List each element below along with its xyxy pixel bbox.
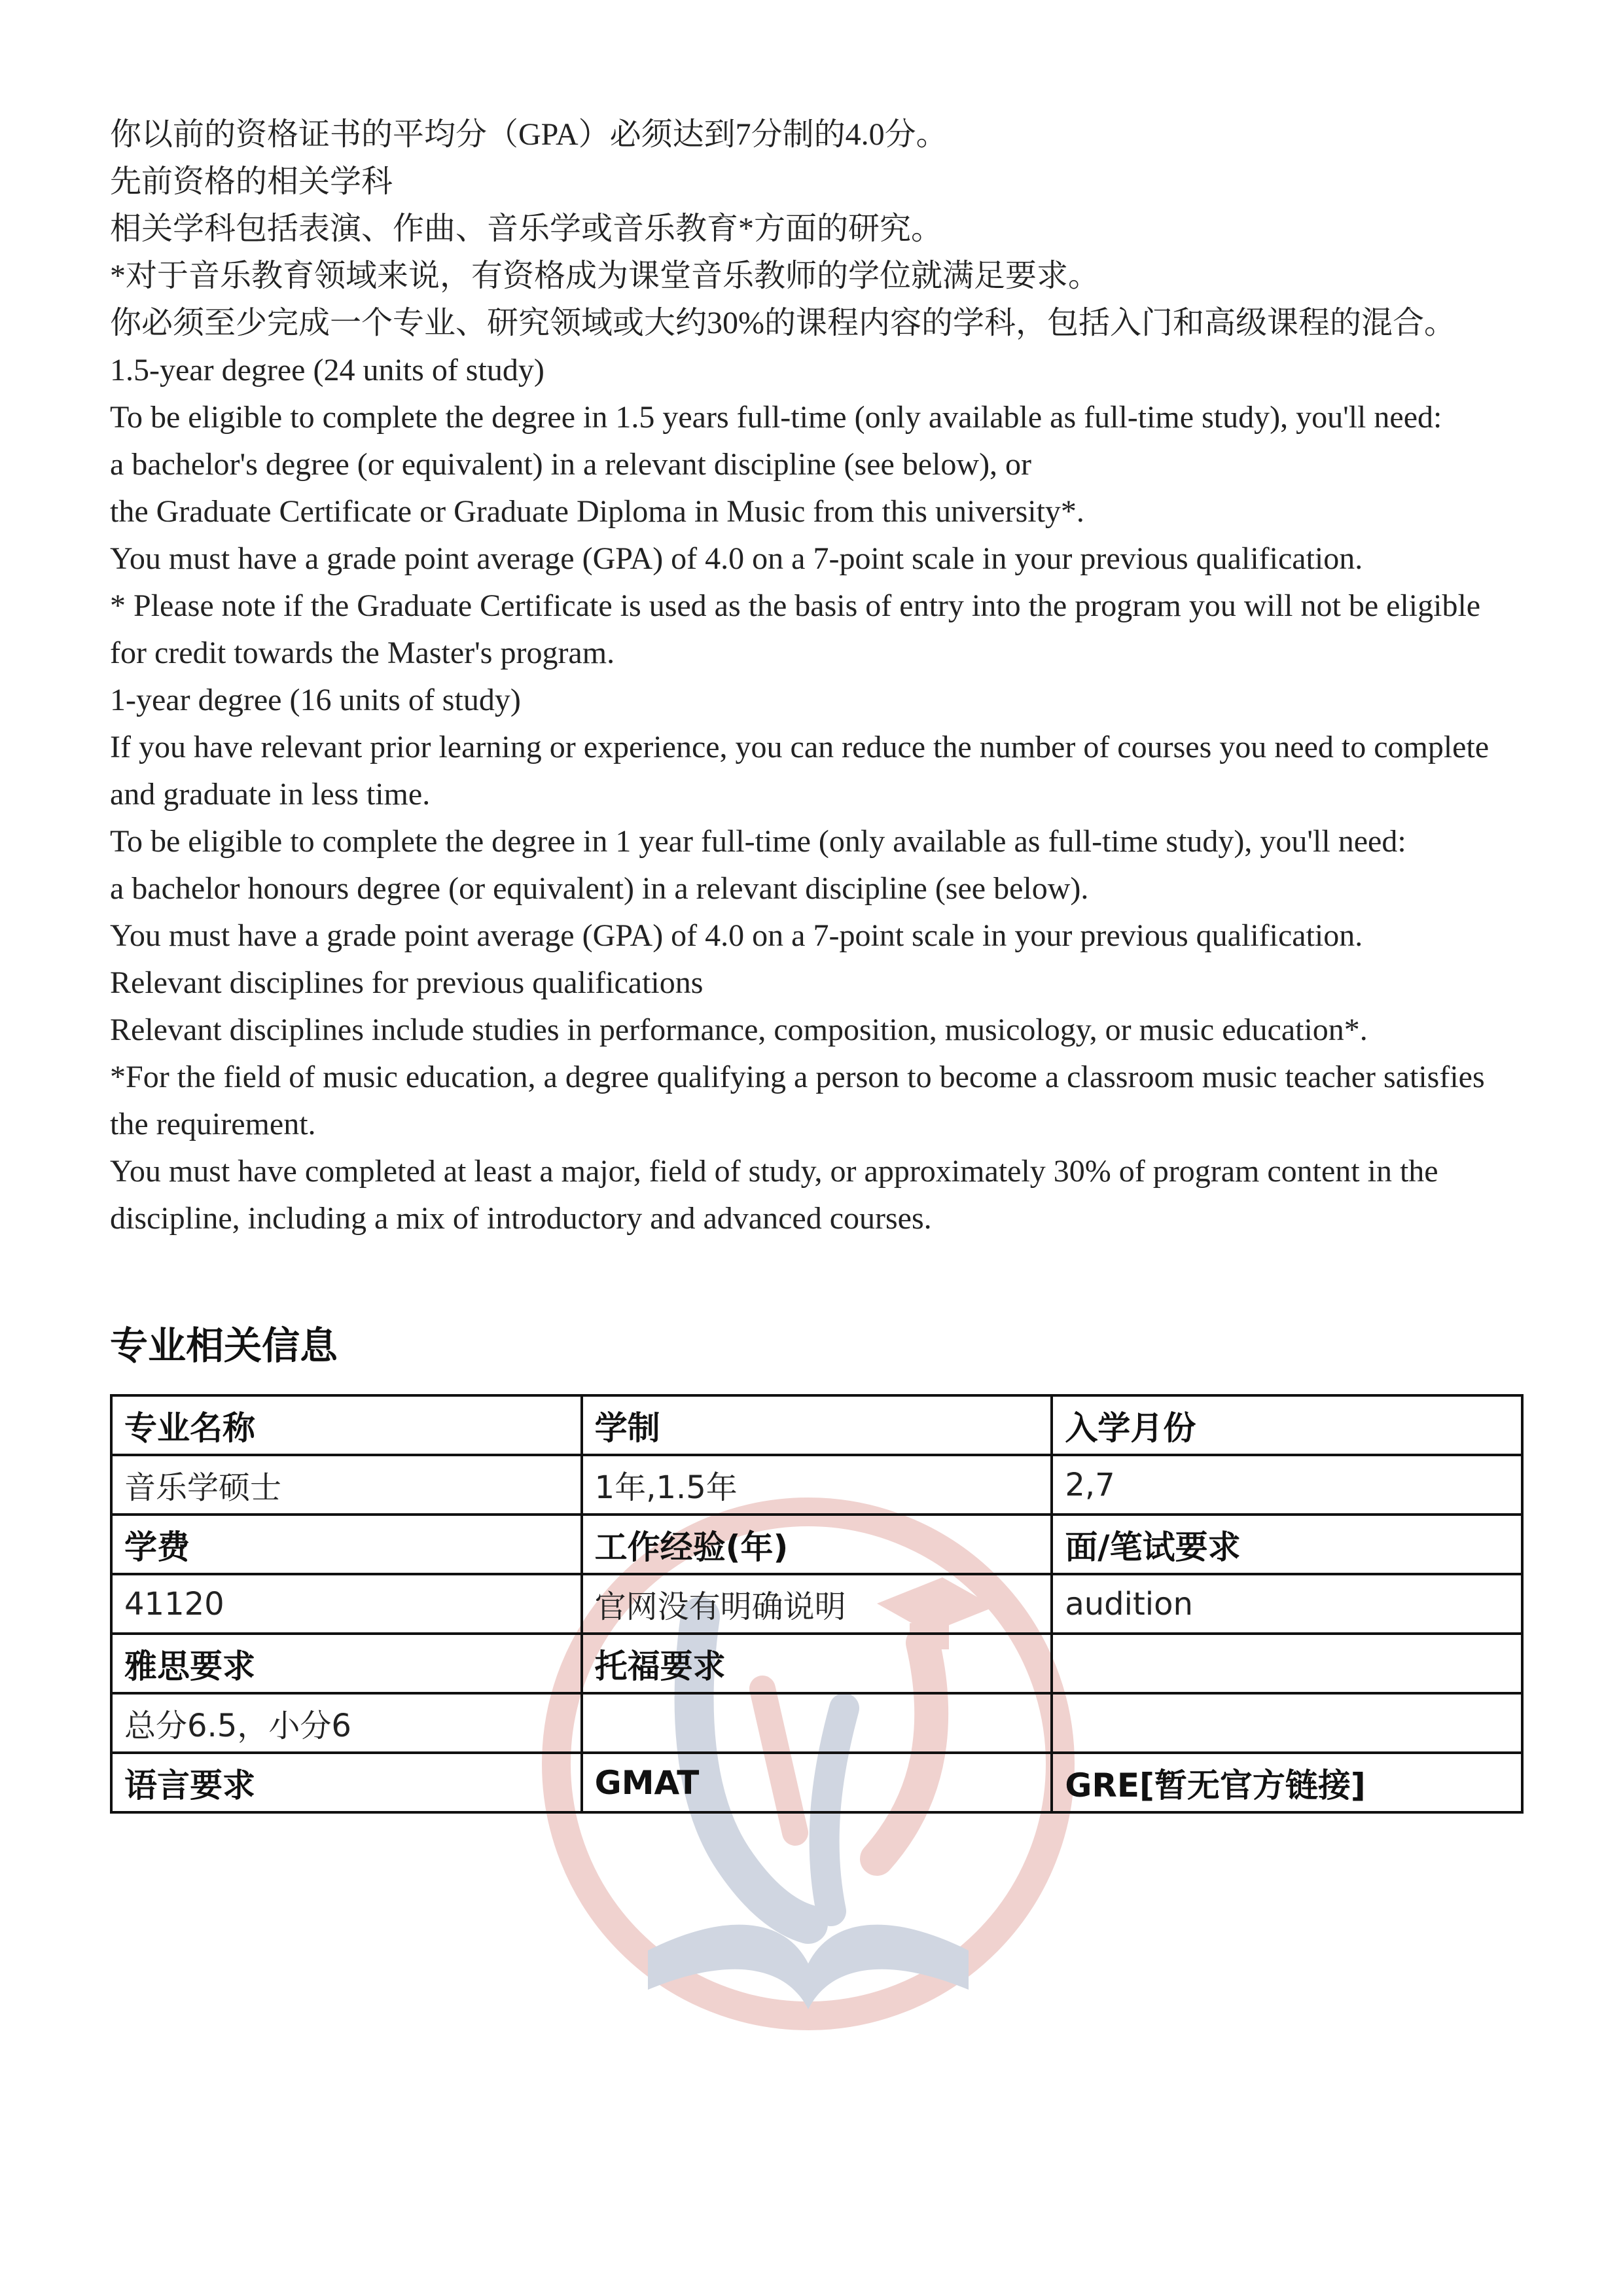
table-row [111, 1574, 1522, 1634]
body-text [110, 111, 1524, 1242]
table-cell-header: GMAT [582, 1753, 1052, 1812]
paragraph: 先前资格的相关学科 [110, 164, 393, 199]
table-cell-header: 工作经验(年) [582, 1515, 1052, 1574]
table-cell-header: 托福要求 [582, 1634, 1052, 1693]
table-cell [1052, 1693, 1522, 1753]
table-cell: 41120 [111, 1574, 582, 1634]
paragraph: 你必须至少完成一个专业、研究领域或大约30%的课程内容的学科，包括入门和高级课程的混合。 [110, 306, 1455, 340]
paragraph: Relevant disciplines for previous qualifications [110, 965, 704, 1000]
table-cell-header: 学费 [111, 1515, 582, 1574]
document-page [110, 111, 1524, 1814]
paragraph: a bachelor's degree (or equivalent) in a relevant discipline (see below), or [110, 447, 1032, 482]
paragraph: To be eligible to complete the degree in 1.5 years full-time (only available as full-time study), you'll need: [110, 400, 1442, 435]
table-cell-header: GRE[暂无官方链接] [1052, 1753, 1522, 1812]
table-cell: 音乐学硕士 [111, 1455, 582, 1515]
table-row [111, 1634, 1522, 1693]
paragraph: 1.5-year degree (24 units of study) [110, 353, 544, 387]
table-row [111, 1515, 1522, 1574]
table-row [111, 1395, 1522, 1455]
paragraph: 1-year degree (16 units of study) [110, 683, 521, 717]
section-title: 专业相关信息 [110, 1323, 338, 1368]
paragraph: a bachelor honours degree (or equivalent) in a relevant discipline (see below). [110, 871, 1089, 906]
table-cell: 总分6.5，小分6 [111, 1693, 582, 1753]
paragraph: * Please note if the Graduate Certificate is used as the basis of entry into the program you will not be eligible for credit towards the Master's program. [110, 588, 1481, 670]
paragraph: *对于音乐教育领域来说，有资格成为课堂音乐教师的学位就满足要求。 [110, 259, 1100, 293]
table-cell-header: 学制 [582, 1395, 1052, 1455]
table-row [111, 1693, 1522, 1753]
table-cell-header: 语言要求 [111, 1753, 582, 1812]
program-info-table [110, 1394, 1524, 1814]
table-cell-header: 入学月份 [1052, 1395, 1522, 1455]
table-cell [582, 1693, 1052, 1753]
table-row [111, 1455, 1522, 1515]
paragraph: To be eligible to complete the degree in 1 year full-time (only available as full-time study), you'll need: [110, 824, 1406, 859]
table-cell-header: 专业名称 [111, 1395, 582, 1455]
paragraph: You must have a grade point average (GPA) of 4.0 on a 7-point scale in your previous qualification. [110, 541, 1363, 576]
table-cell-header: 面/笔试要求 [1052, 1515, 1522, 1574]
paragraph: You must have completed at least a major, field of study, or approximately 30% of program content in the discipline, including a mix of introductory and advanced courses. [110, 1154, 1438, 1236]
table-cell: audition [1052, 1574, 1522, 1634]
paragraph: 相关学科包括表演、作曲、音乐学或音乐教育*方面的研究。 [110, 211, 943, 246]
table-cell: 官网没有明确说明 [582, 1574, 1052, 1634]
paragraph: If you have relevant prior learning or experience, you can reduce the number of courses you need to complete and graduate in less time. [110, 730, 1489, 812]
paragraph: the Graduate Certificate or Graduate Diploma in Music from this university*. [110, 494, 1084, 529]
paragraph: You must have a grade point average (GPA) of 4.0 on a 7-point scale in your previous qualification. [110, 918, 1363, 953]
table-cell: 1年,1.5年 [582, 1455, 1052, 1515]
table-cell-header [1052, 1634, 1522, 1693]
paragraph: *For the field of music education, a degree qualifying a person to become a classroom music teacher satisfies the requirement. [110, 1060, 1485, 1141]
paragraph: 你以前的资格证书的平均分（GPA）必须达到7分制的4.0分。 [110, 117, 948, 152]
table-cell: 2,7 [1052, 1455, 1522, 1515]
table-cell-header: 雅思要求 [111, 1634, 582, 1693]
table-row [111, 1753, 1522, 1812]
paragraph: Relevant disciplines include studies in performance, composition, musicology, or music education*. [110, 1013, 1368, 1047]
